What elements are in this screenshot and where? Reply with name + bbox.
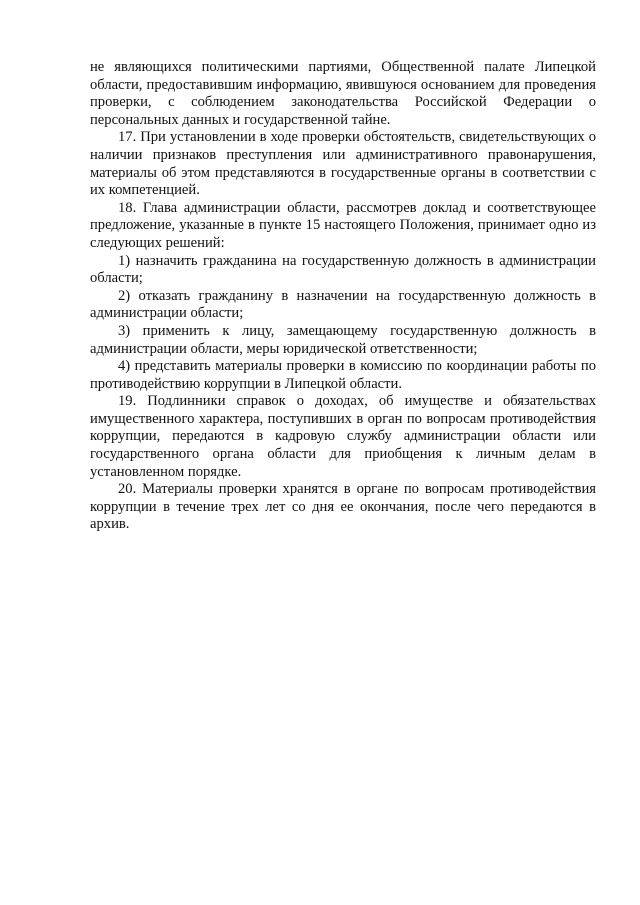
paragraph-20: 20. Материалы проверки хранятся в органе по вопросам противодействия коррупции в течение трех лет со дня ее окончания, после чего передаются в архив. [90, 481, 596, 533]
paragraph-17: 17. При установлении в ходе проверки обстоятельств, свидетельствующих о наличии признаков преступления или административного правонарушения, материалы об этом представляются в государственные органы в соответствии с их компетенцией. [90, 129, 596, 199]
list-item-4: 4) представить материалы проверки в комиссию по координации работы по противодействию коррупции в Липецкой области. [90, 358, 596, 392]
document-body [90, 59, 596, 534]
paragraph-19: 19. Подлинники справок о доходах, об имуществе и обязательствах имущественного характера, поступивших в орган по вопросам противодействия коррупции, передаются в кадровую службу администрации области или государственного органа области для приобщения к личным делам в установленном порядке. [90, 393, 596, 480]
paragraph-continuation: не являющихся политическими партиями, Общественной палате Липецкой области, предоставившим информацию, явившуюся основанием для проведения проверки, с соблюдением законодательства Российской Федерации о персональных данных и государственной тайне. [90, 59, 596, 128]
list-item-3: 3) применить к лицу, замещающему государственную должность в администрации области, меры юридической ответственности; [90, 322, 596, 357]
paragraph-18: 18. Глава администрации области, рассмотрев доклад и соответствующее предложение, указанные в пункте 15 настоящего Положения, принимает одно из следующих решений: [90, 199, 596, 251]
list-item-1: 1) назначить гражданина на государственную должность в администрации области; [90, 252, 596, 287]
list-item-2: 2) отказать гражданину в назначении на государственную должность в администрации области; [90, 287, 596, 322]
